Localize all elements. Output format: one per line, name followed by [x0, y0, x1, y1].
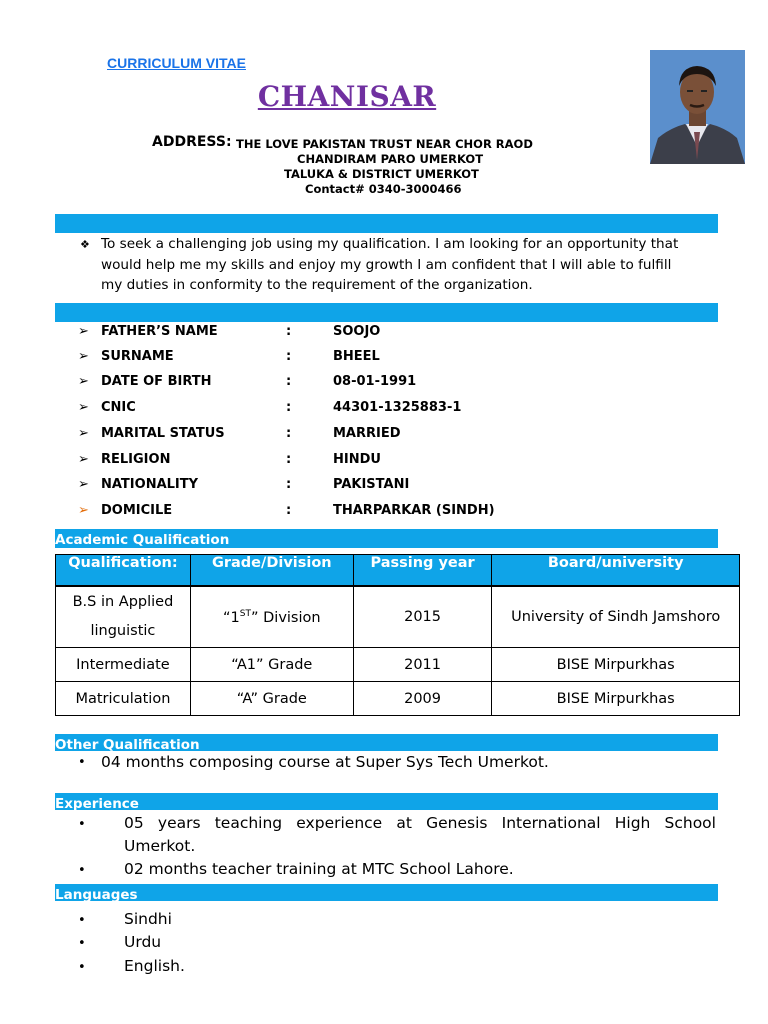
info-value: 08-01-1991: [333, 374, 417, 389]
candidate-name: CHANISAR: [257, 80, 437, 113]
objective-bar: [55, 214, 718, 233]
table-cell: 2015: [353, 586, 492, 648]
info-colon: :: [286, 503, 292, 518]
grade-text: “1: [223, 609, 240, 626]
table-row: [56, 682, 740, 716]
grade-text: ” Division: [251, 609, 321, 626]
table-cell: Matriculation: [56, 682, 191, 716]
column-header: Passing year: [353, 555, 492, 587]
arrow-bullet-icon: ➢: [78, 324, 89, 339]
language-item: Sindhi: [124, 910, 172, 928]
languages-heading: Languages: [55, 887, 138, 903]
language-item: Urdu: [124, 933, 162, 951]
address-line-2: CHANDIRAM PARO UMERKOT: [297, 152, 484, 166]
info-label: DOMICILE: [101, 503, 173, 518]
bullet-dot-icon: •: [78, 936, 86, 951]
word: International: [501, 814, 601, 832]
info-value: BHEEL: [333, 349, 380, 364]
qualification-text: linguistic: [90, 623, 156, 639]
objective-line-2: would help me my skills and enjoy my growth I am confident that I will able to fulfill: [101, 256, 672, 273]
word: High: [614, 814, 651, 832]
academic-table: [55, 554, 740, 716]
info-colon: :: [286, 324, 292, 339]
academic-heading-bar: [55, 529, 718, 548]
info-colon: :: [286, 400, 292, 415]
info-colon: :: [286, 374, 292, 389]
personal-info-bar: [55, 303, 718, 322]
table-cell: 2009: [353, 682, 492, 716]
info-colon: :: [286, 426, 292, 441]
column-header: Grade/Division: [190, 555, 353, 587]
bullet-dot-icon: •: [78, 863, 86, 878]
word: years: [157, 814, 201, 832]
bullet-dot-icon: •: [78, 960, 86, 975]
word: Genesis: [426, 814, 488, 832]
column-header: Board/university: [492, 555, 740, 587]
info-value: HINDU: [333, 452, 381, 467]
arrow-bullet-icon: ➢: [78, 374, 89, 389]
address-label: ADDRESS:: [152, 134, 232, 150]
table-cell: “A1” Grade: [190, 648, 353, 682]
info-colon: :: [286, 349, 292, 364]
other-qualification-item: 04 months composing course at Super Sys Tech Umerkot.: [101, 753, 549, 771]
word: experience: [296, 814, 383, 832]
bullet-dot-icon: •: [78, 755, 86, 770]
academic-heading: Academic Qualification: [55, 532, 230, 548]
profile-photo: [650, 50, 745, 164]
contact-number: Contact# 0340-3000466: [305, 182, 462, 196]
objective-section: [80, 234, 720, 296]
experience-bar: [55, 793, 718, 810]
info-value: PAKISTANI: [333, 477, 410, 492]
arrow-bullet-icon: ➢: [78, 477, 89, 492]
bullet-dot-icon: •: [78, 817, 86, 832]
address-line-3: TALUKA & DISTRICT UMERKOT: [284, 167, 479, 181]
table-row: [56, 648, 740, 682]
grade-superscript: ST: [239, 608, 251, 619]
objective-line-1: To seek a challenging job using my qualification. I am looking for an opportunity that: [101, 236, 679, 252]
word: School: [664, 814, 716, 832]
address-line-1: THE LOVE PAKISTAN TRUST NEAR CHOR RAOD: [236, 137, 533, 151]
info-label: RELIGION: [101, 452, 171, 467]
table-cell: BISE Mirpurkhas: [492, 682, 740, 716]
languages-bar: [55, 884, 718, 901]
experience-item-2: 02 months teacher training at MTC School Lahore.: [124, 860, 514, 878]
info-colon: :: [286, 477, 292, 492]
experience-heading: Experience: [55, 796, 139, 812]
info-label: SURNAME: [101, 349, 174, 364]
table-header-row: [56, 555, 740, 587]
other-qualification-heading: Other Qualification: [55, 737, 200, 753]
cv-title: CURRICULUM VITAE: [107, 55, 246, 71]
diamond-bullet-icon: ❖: [80, 238, 90, 251]
table-cell: “A” Grade: [190, 682, 353, 716]
table-cell: BISE Mirpurkhas: [492, 648, 740, 682]
qualification-text: B.S in Applied: [72, 594, 174, 610]
table-row: [56, 586, 740, 648]
other-qualification-bar: [55, 734, 718, 751]
bullet-dot-icon: •: [78, 913, 86, 928]
arrow-bullet-icon: ➢: [78, 426, 89, 441]
info-label: MARITAL STATUS: [101, 426, 225, 441]
experience-item-1: [124, 814, 716, 832]
info-label: DATE OF BIRTH: [101, 374, 212, 389]
column-header: Qualification:: [56, 555, 191, 587]
arrow-bullet-icon: ➢: [78, 400, 89, 415]
info-value: SOOJO: [333, 324, 381, 339]
info-label: CNIC: [101, 400, 136, 415]
arrow-bullet-icon: ➢: [78, 503, 89, 518]
info-label: NATIONALITY: [101, 477, 199, 492]
info-colon: :: [286, 452, 292, 467]
table-cell: 2011: [353, 648, 492, 682]
table-cell: Intermediate: [56, 648, 191, 682]
arrow-bullet-icon: ➢: [78, 452, 89, 467]
info-value: MARRIED: [333, 426, 401, 441]
info-value: THARPARKAR (SINDH): [333, 503, 495, 518]
info-label: FATHER’S NAME: [101, 324, 218, 339]
word: teaching: [214, 814, 283, 832]
table-cell: [190, 586, 353, 648]
language-item: English.: [124, 957, 185, 975]
info-value: 44301-1325883-1: [333, 400, 462, 415]
experience-item-1-continued: Umerkot.: [124, 837, 196, 855]
word: 05: [124, 814, 144, 832]
objective-line-3: my duties in conformity to the requirement of the organization.: [101, 277, 533, 293]
table-cell: [56, 586, 191, 648]
arrow-bullet-icon: ➢: [78, 349, 89, 364]
table-cell: University of Sindh Jamshoro: [492, 586, 740, 648]
word: at: [396, 814, 412, 832]
